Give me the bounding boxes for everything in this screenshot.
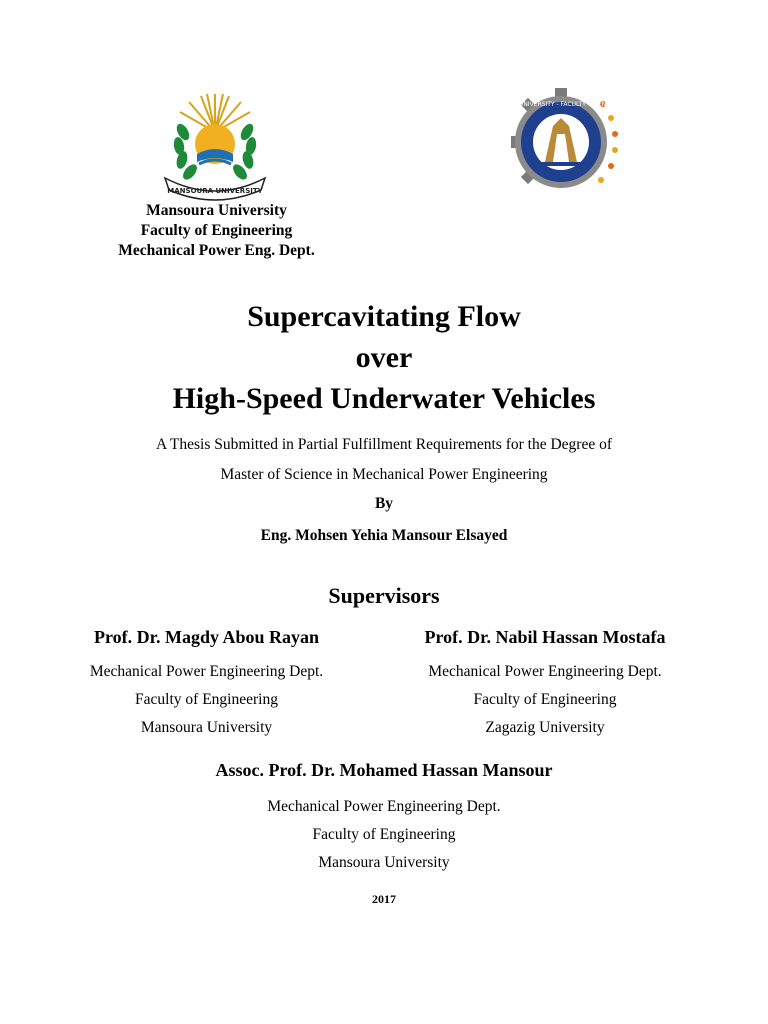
supervisor-3 bbox=[0, 760, 768, 877]
title-line-2: over bbox=[355, 341, 413, 374]
logo-right-text-en: MANSOURA UNIVERSITY - FACULTY OF ENGINEERING bbox=[482, 101, 640, 108]
by-label: By bbox=[374, 495, 394, 512]
supervisor-3-dept: Mechanical Power Engineering Dept. bbox=[267, 798, 501, 815]
faculty-name: Faculty of Engineering bbox=[140, 222, 293, 239]
mansoura-university-logo-icon bbox=[157, 86, 273, 202]
title-line-3: High-Speed Underwater Vehicles bbox=[172, 382, 596, 415]
department-name: Mechanical Power Eng. Dept. bbox=[118, 242, 315, 259]
thesis-title bbox=[0, 296, 768, 419]
year: 2017 bbox=[372, 892, 396, 906]
supervisor-3-name: Assoc. Prof. Dr. Mohamed Hassan Mansour bbox=[215, 760, 553, 780]
submission-line-1: A Thesis Submitted in Partial Fulfillment Requirements for the Degree of bbox=[155, 436, 613, 453]
supervisor-1-name: Prof. Dr. Magdy Abou Rayan bbox=[93, 627, 320, 647]
supervisor-1-dept: Mechanical Power Engineering Dept. bbox=[89, 663, 324, 680]
supervisor-3-faculty: Faculty of Engineering bbox=[312, 826, 456, 843]
supervisor-2-university: Zagazig University bbox=[485, 719, 605, 736]
faculty-of-engineering-logo-icon bbox=[482, 86, 640, 198]
supervisor-2-faculty: Faculty of Engineering bbox=[473, 691, 617, 708]
supervisor-2-name: Prof. Dr. Nabil Hassan Mostafa bbox=[424, 627, 666, 647]
supervisors-heading: Supervisors bbox=[328, 583, 440, 608]
supervisor-2-dept: Mechanical Power Engineering Dept. bbox=[428, 663, 662, 680]
supervisor-2 bbox=[390, 627, 700, 742]
institution-block bbox=[60, 201, 373, 261]
supervisor-1-faculty: Faculty of Engineering bbox=[135, 691, 278, 708]
supervisor-1 bbox=[50, 627, 363, 742]
submission-line-2: Master of Science in Mechanical Power Engineering bbox=[220, 466, 548, 483]
title-line-1: Supercavitating Flow bbox=[247, 300, 521, 333]
supervisor-1-university: Mansoura University bbox=[140, 719, 273, 736]
author-name: Eng. Mohsen Yehia Mansour Elsayed bbox=[260, 527, 508, 544]
logo-left-text-en: MANSOURA UNIVERSITY bbox=[167, 187, 263, 195]
supervisor-3-university: Mansoura University bbox=[318, 854, 450, 871]
university-name: Mansoura University bbox=[146, 202, 287, 219]
